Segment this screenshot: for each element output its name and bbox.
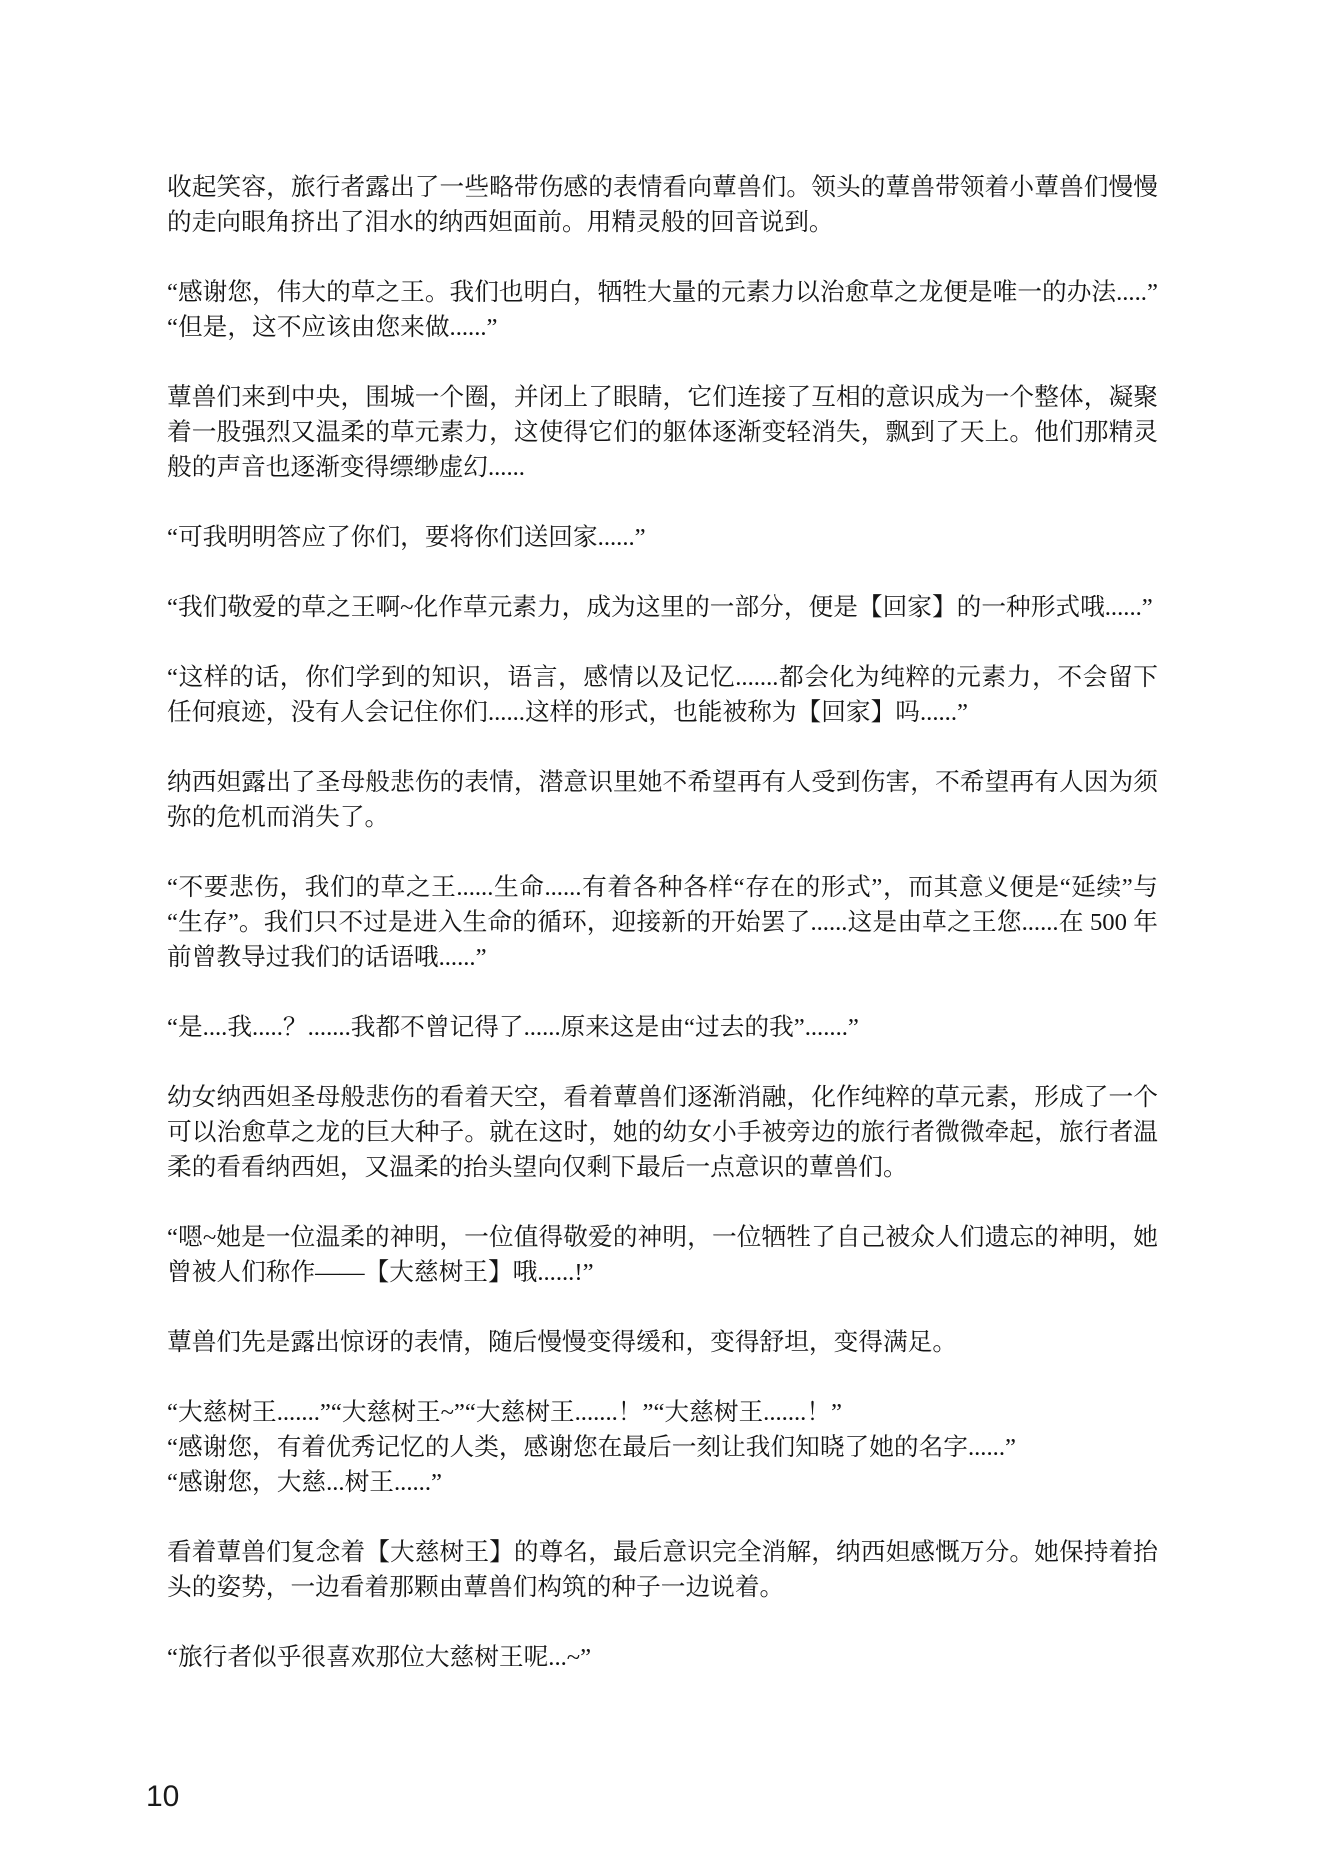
paragraph: “这样的话，你们学到的知识，语言，感情以及记忆.......都会化为纯粹的元素力，不会留下任何痕迹，没有人会记住你们......这样的形式，也能被称为【回家】吗......” — [167, 664, 1158, 726]
paragraph: “感谢您，伟大的草之王。我们也明白，牺牲大量的元素力以治愈草之龙便是唯一的办法.....” — [167, 279, 1158, 306]
paragraph: “我们敬爱的草之王啊~化作草元素力，成为这里的一部分，便是【回家】的一种形式哦......” — [167, 594, 1153, 621]
paragraph: “旅行者似乎很喜欢那位大慈树王呢...~” — [167, 1644, 592, 1671]
paragraph: 蕈兽们来到中央，围城一个圈，并闭上了眼睛，它们连接了互相的意识成为一个整体，凝聚着一股强烈又温柔的草元素力，这使得它们的躯体逐渐变轻消失，飘到了天上。他们那精灵般的声音也逐渐变得缥缈虚幻...... — [167, 384, 1158, 481]
paragraph: “但是，这不应该由您来做......” — [167, 314, 498, 341]
paragraph: 幼女纳西妲圣母般悲伤的看着天空，看着蕈兽们逐渐消融，化作纯粹的草元素，形成了一个可以治愈草之龙的巨大种子。就在这时，她的幼女小手被旁边的旅行者微微牵起，旅行者温柔的看看纳西妲，又温柔的抬头望向仅剩下最后一点意识的蕈兽们。 — [167, 1084, 1158, 1181]
paragraph: 收起笑容，旅行者露出了一些略带伤感的表情看向蕈兽们。领头的蕈兽带领着小蕈兽们慢慢的走向眼角挤出了泪水的纳西妲面前。用精灵般的回音说到。 — [167, 174, 1158, 236]
paragraph: 看着蕈兽们复念着【大慈树王】的尊名，最后意识完全消解，纳西妲感慨万分。她保持着抬头的姿势，一边看着那颗由蕈兽们构筑的种子一边说着。 — [167, 1539, 1158, 1601]
paragraph: “可我明明答应了你们，要将你们送回家......” — [167, 524, 646, 551]
paragraph: “不要悲伤，我们的草之王......生命......有着各种各样“存在的形式”，而其意义便是“延续”与“生存”。我们只不过是进入生命的循环，迎接新的开始罢了......这是由草之王您......在 500 年前曾教导过我们的话语哦......” — [167, 874, 1158, 971]
paragraph: “是....我.....？.......我都不曾记得了......原来这是由“过去的我”.......” — [167, 1014, 859, 1041]
text-content — [167, 170, 1158, 1675]
paragraph: 蕈兽们先是露出惊讶的表情，随后慢慢变得缓和，变得舒坦，变得满足。 — [167, 1329, 958, 1356]
paragraph: 纳西妲露出了圣母般悲伤的表情，潜意识里她不希望再有人受到伤害，不希望再有人因为须弥的危机而消失了。 — [167, 769, 1158, 831]
paragraph: “嗯~她是一位温柔的神明，一位值得敬爱的神明，一位牺牲了自己被众人们遗忘的神明，她曾被人们称作——【大慈树王】哦......!” — [167, 1224, 1158, 1286]
paragraph: “大慈树王.......”“大慈树王~”“大慈树王.......！”“大慈树王.......！” — [167, 1399, 843, 1426]
paragraph: “感谢您，大慈...树王......” — [167, 1469, 442, 1496]
paragraph: “感谢您，有着优秀记忆的人类，感谢您在最后一刻让我们知晓了她的名字......” — [167, 1434, 1016, 1461]
page-number: 10 — [146, 1780, 180, 1813]
